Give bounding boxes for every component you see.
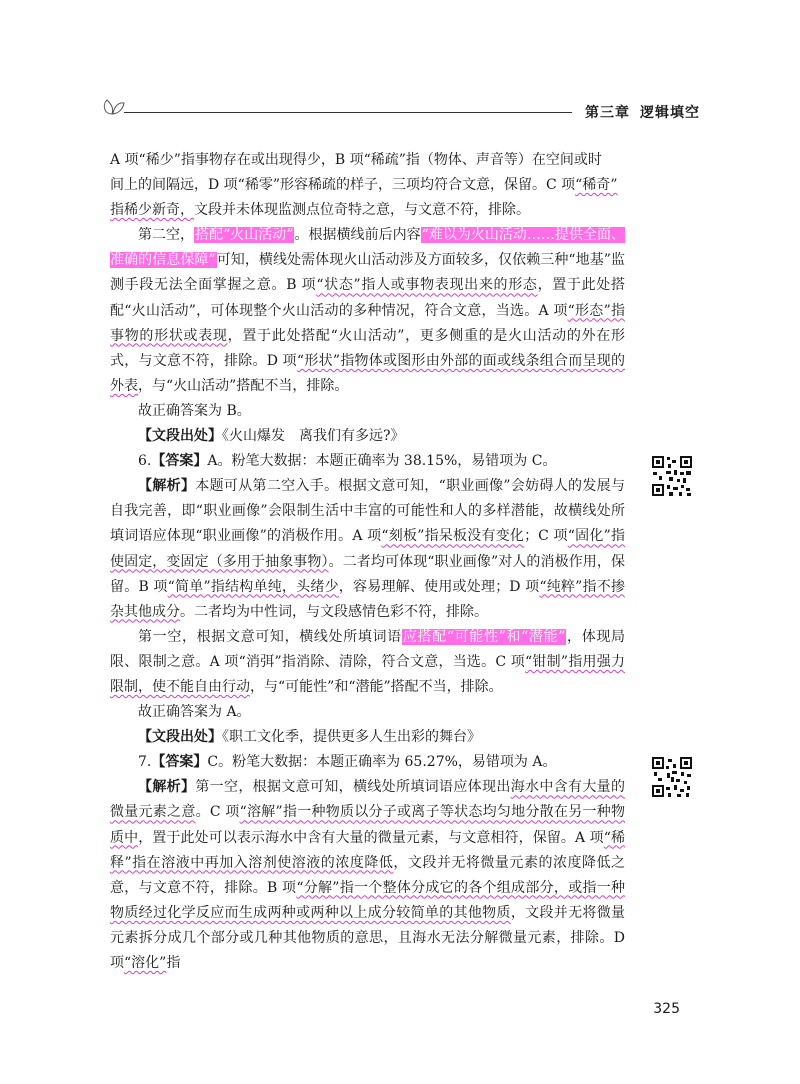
text: ，文段并无将微量元素拆分成几个部分或几种其他物质的意思，且海水无法分解微量元素，排除。D 项: [110, 904, 626, 971]
question-number: 7.: [138, 754, 152, 771]
page-header: [100, 96, 700, 130]
text: ，置于此处可以表示海水中含有大量的微量元素，与文意相符，保留。A 项: [138, 829, 604, 846]
underlined-text: “形态”指事物的形状或表现: [110, 302, 625, 344]
text: 第二空，: [138, 227, 195, 244]
text: 。二者均为中性词，与文段感情色彩不符，排除。: [180, 603, 488, 620]
text: A 项“稀少”指事物存在或出现得少，B 项“稀疏”指（物体、声音等）在空间或时: [110, 152, 602, 168]
text: 第一空，根据文意可知，横线处所填词语应体现出: [195, 779, 511, 796]
paragraph: [110, 750, 625, 775]
text: 《职工文化季，提供更多人生出彩的舞台》: [222, 729, 481, 746]
label: 【文段出处】: [138, 428, 222, 445]
page-body: [110, 148, 625, 976]
text: A。粉笔大数据：本题正确率为 38.15%，易错项为 C。: [207, 453, 557, 470]
qr-code-icon[interactable]: [651, 455, 693, 497]
chapter-title: [575, 102, 700, 122]
label: 【解析】: [138, 779, 196, 796]
paragraph: [110, 625, 625, 700]
text: 。C 项: [195, 804, 240, 821]
text: 间上的间隔远，D 项“稀零”形容稀疏的样子，三项均符合文意，保留。C 项: [110, 177, 576, 194]
text: 第一空，根据文意可知，横线处所填词语: [138, 628, 402, 645]
underlined-text: “状态”指人或事物表现出来的形态: [316, 277, 538, 294]
label: 【文段出处】: [138, 729, 222, 746]
text: ，容易理解、使用或处理；D 项: [338, 578, 540, 595]
paragraph: [110, 424, 625, 449]
paragraph: [110, 148, 625, 223]
underlined-text: “形状”指物体或图形由外部的面或线条组合而呈现的外表: [110, 352, 625, 394]
text: ；C 项: [524, 528, 568, 545]
paragraph: [110, 725, 625, 750]
text: 指: [166, 955, 181, 971]
paragraph: [110, 449, 625, 474]
paragraph: 故正确答案为 B。: [138, 402, 251, 419]
text: ，文段并无将微量元素的浓度降低之意，与文意不符，排除。B 项: [110, 854, 626, 896]
question-number: 6.: [138, 453, 152, 470]
text: ，与“火山活动”搭配不当，排除。: [138, 377, 349, 394]
text: ，置于此处搭配“火山活动”，更多侧重的是火山活动的外在形式，与文意不符，排除。D 项: [110, 327, 625, 369]
page-number: 325: [653, 1001, 680, 1017]
qr-code-icon[interactable]: [651, 756, 693, 798]
label: 【答案】: [151, 754, 208, 771]
text: 可知，横线处需体现火山活动涉及方面较多，仅依赖三种“地基”监测手段无法全面掌握之意。B 项: [110, 252, 625, 294]
leaf-icon: [100, 96, 126, 118]
chapter-number: 第三章: [585, 105, 630, 121]
underlined-text: “溶化”: [124, 955, 167, 971]
paragraph: [110, 474, 625, 625]
text: ，置于此处搭配“火山活动”，可体现整个火山活动的多种情况，符合文意，当选。A 项: [110, 277, 625, 319]
underlined-text: “稀释”指在溶液中再加入溶剂使溶液的浓度降低: [110, 829, 625, 871]
highlighted-text: 应搭配“可能性”和“潜能”: [402, 628, 566, 645]
text: 文段并未体现监测点位奇特之意，与文意不符，排除。: [194, 202, 530, 219]
section-title: 逻辑填空: [640, 105, 700, 121]
underlined-text: 海水中含有大量的微量元素之意: [110, 779, 626, 821]
text: 《火山爆发 离我们有多远?》: [222, 428, 405, 445]
text: C。粉笔大数据：本题正确率为 65.27%，易错项为 A。: [207, 754, 557, 771]
underlined-text: “钳制”指用强力限制，使不能自由行动: [110, 653, 625, 695]
text: ，体现局限、限制之意。A 项“消弭”指消除、清除，符合文意，当选。C 项: [110, 628, 626, 670]
underlined-text: “分解”指一个整体分成它的各个组成部分，或指一种物质经过化学反应而生成两种或两种以上成分较简单的其他物质: [110, 879, 625, 921]
text: ，与“可能性”和“潜能”搭配不当，排除。: [250, 678, 503, 695]
paragraph: [110, 775, 625, 976]
underlined-text: “固化”指使固定，变固定（多用于抽象事物）: [110, 528, 625, 570]
highlighted-text: “难以为火山活动……提供全面、准确的信息保障”: [110, 227, 625, 269]
label: 【答案】: [151, 453, 208, 470]
paragraph: 故正确答案为 A。: [138, 704, 251, 721]
text: 本题可从第二空入手。根据文意可知，“职业画像”会妨碍人的发展与自我完善，即“职业画像”会限制生活中丰富的可能性和人的多样潜能，故横线处所填词语应体现“职业画像”的消极作用。A 项: [110, 478, 625, 545]
highlighted-text: 搭配“火山活动”: [195, 227, 294, 244]
paragraph: [110, 223, 625, 399]
header-rule: [124, 112, 572, 113]
text: 。二者均可体现“职业画像”对人的消极作用，保留。B 项: [110, 553, 625, 595]
underlined-text: “简单”指结构单纯，头绪少: [167, 578, 339, 595]
underlined-text: “溶解”指一种物质以分子或离子等状态均匀地分散在另一种物质中: [110, 804, 626, 846]
text: 。根据横线前后内容: [294, 227, 421, 244]
underlined-text: “刻板”指呆板没有变化: [381, 528, 525, 545]
underlined-text: “稀奇”: [575, 177, 618, 194]
label: 【解析】: [138, 478, 196, 495]
underlined-text: 指稀少新奇，: [110, 202, 194, 219]
underlined-text: “纯粹”指不掺杂其他成分: [110, 578, 625, 620]
